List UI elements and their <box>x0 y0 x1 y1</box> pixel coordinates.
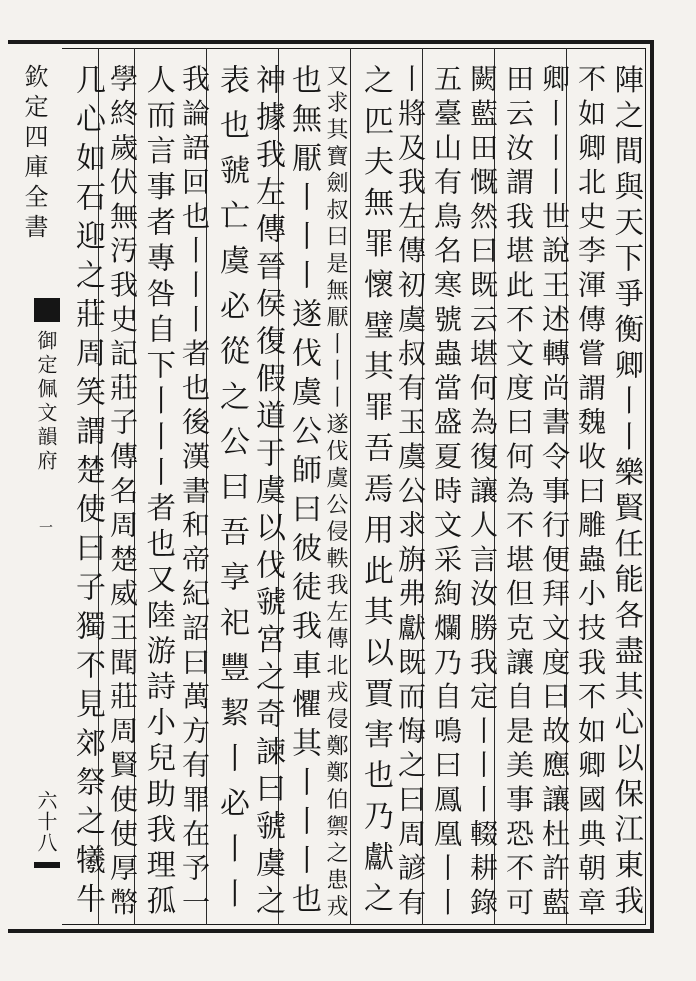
text-column-5: 闕藍田慨然曰既云堪何為復讓人言汝勝我定丨丨丨輟耕錄 <box>466 64 500 922</box>
text-column-12: 表也虢亡虞必從之公曰吾享祀豐絜丨必丨丨 <box>214 64 249 923</box>
text-column-4: 田云汝謂我堪此不文度曰何為不堪但克讓自是美事恐不可 <box>502 64 536 922</box>
text-column-13: 我論語回也丨丨丨者也後漢書和帝紀詔曰萬方有罪在予一 <box>178 64 212 922</box>
text-column-3: 卿丨丨丨世說王述轉尚書令事行便拜文度曰故應讓杜許藍 <box>538 64 572 922</box>
collection-title: 欽定四庫全書 <box>20 64 48 244</box>
text-column-6: 五臺山有鳥名寒號蟲當盛夏時文采絢爛乃自鳴曰鳳凰丨丨 <box>430 64 464 922</box>
book-title: 御定佩文韻府 <box>34 330 58 474</box>
page-number: 六十八 <box>34 790 58 853</box>
gutter-top-rule <box>8 40 62 44</box>
fishtail-mark-icon <box>34 298 60 322</box>
text-column-14: 人而言事者專咎自下丨丨丨者也又陸游詩小兒助我理孤 <box>142 64 177 921</box>
volume-mark: 一 <box>37 520 53 534</box>
column-rule <box>350 48 351 925</box>
text-column-16: 几心如石迎之莊周笑謂楚使曰子獨不見郊祭之犧牛 <box>70 64 105 922</box>
text-column-7: 丨將及我左傳初虞叔有玉虞公求旃弗獻既而悔之曰周諺有 <box>394 64 428 922</box>
fishtail-lower-mark-icon <box>34 862 60 868</box>
text-column-9: 又求其寶劍叔曰是無厭丨丨丨遂伐虞公侵軼我左傳北戎侵鄭鄭伯禦之患戎 <box>323 64 348 922</box>
text-column-11: 神據我左傳晉侯復假道于虞以伐虢宮之奇諫曰虢虞之 <box>250 64 285 922</box>
text-column-8: 之匹夫無罪懷璧其罪吾焉用此其以賈害也乃獻之 <box>358 64 393 923</box>
text-column-15: 學終歲伏無汚我史記莊子傳名周楚威王聞莊周賢使使厚幣 <box>106 64 140 922</box>
gutter-bottom-rule <box>8 929 62 933</box>
text-column-1: 陣之間與天下爭衡卿丨丨樂賢任能各盡其心以保江東我 <box>610 64 645 921</box>
text-column-2: 不如卿北史李渾傳嘗謂魏收曰雕蟲小技我不如卿國典朝章 <box>574 64 608 922</box>
text-column-10: 也無厭丨丨丨遂伐虞公師曰彼徒我車懼其丨丨丨也 <box>286 64 321 922</box>
